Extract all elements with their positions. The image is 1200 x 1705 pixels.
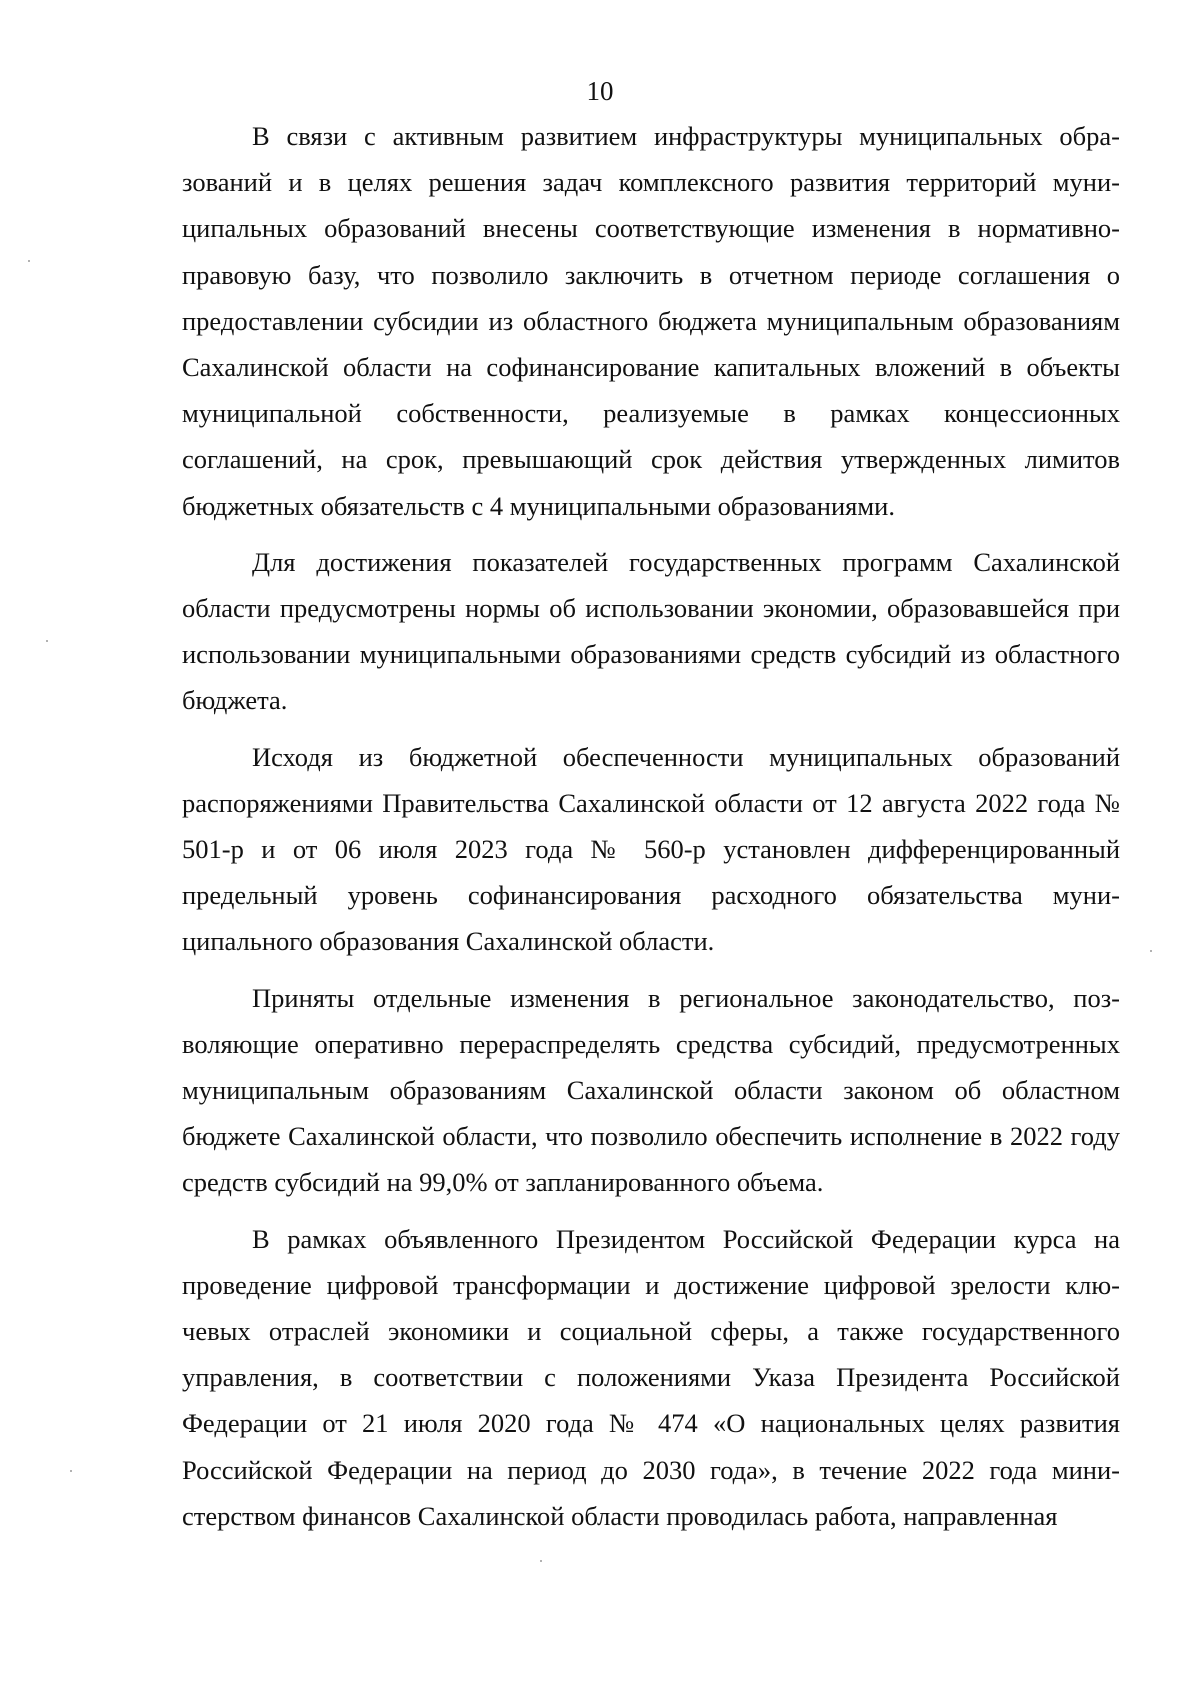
scan-speck xyxy=(1150,950,1152,952)
scan-speck xyxy=(46,640,48,642)
paragraph-savings-norms: Для достижения показателей государственных программ Сахалинской области предусмотрены нормы об использовании экономии, образовавшейся при использовании муниципальными образованиями средств субсидий из областного бюджета. xyxy=(182,546,1120,716)
body-text xyxy=(182,113,1120,1539)
paragraph-legislation-changes: Приняты отдельные изменения в региональное законодательство, позволяющие оперативно перераспределять средства субсидий, предусмотренных муниципальным образованиям Сахалинской области законом об областном бюджете Сахалинской области, что позволило обеспечить исполнение в 2022 году средств субсидий на 99,0% от запланированного объема. xyxy=(182,982,1120,1198)
page-number: 10 xyxy=(586,76,614,106)
paragraph-infrastructure-subsidies: В связи с активным развитием инфраструктуры муниципальных образований и в целях решения задач комплексного развития территорий муниципальных образований внесены соответствующие изменения в нормативно-правовую базу, что позволило заключить в отчетном периоде соглашения о предоставлении субсидии из областного бюджета муниципальным образованиям Сахалинской области на софинансирование капитальных вложений в объекты муниципальной собственности, реализуемые в рамках концессионных соглашений, на срок, превышающий срок действия утвержденных лимитов бюджетных обязательств с 4 муниципальными образованиями. xyxy=(182,121,1120,521)
scan-speck xyxy=(540,1560,542,1562)
paragraph-digital-transformation: В рамках объявленного Президентом Российской Федерации курса на проведение цифровой трансформации и достижение цифровой зрелости ключевых отраслей экономики и социальной сферы, а также государственного управления, в соответствии с положениями Указа Президента Российской Федерации от 21 июля 2020 года № 474 «О национальных целях развития Российской Федерации на период до 2030 года», в течение 2022 года министерством финансов Сахалинской области проводилась работа, направленная xyxy=(182,1223,1120,1531)
scan-speck xyxy=(70,1470,72,1472)
scan-speck xyxy=(28,260,30,262)
paragraph-cofinancing-level: Исходя из бюджетной обеспеченности муниципальных образований распоряжениями Правительства Сахалинской области от 12 августа 2022 года № 501-р и от 06 июля 2023 года № 560-р установлен дифференцированный предельный уровень софинансирования расходного обязательства муниципального образования Сахалинской области. xyxy=(182,741,1120,957)
